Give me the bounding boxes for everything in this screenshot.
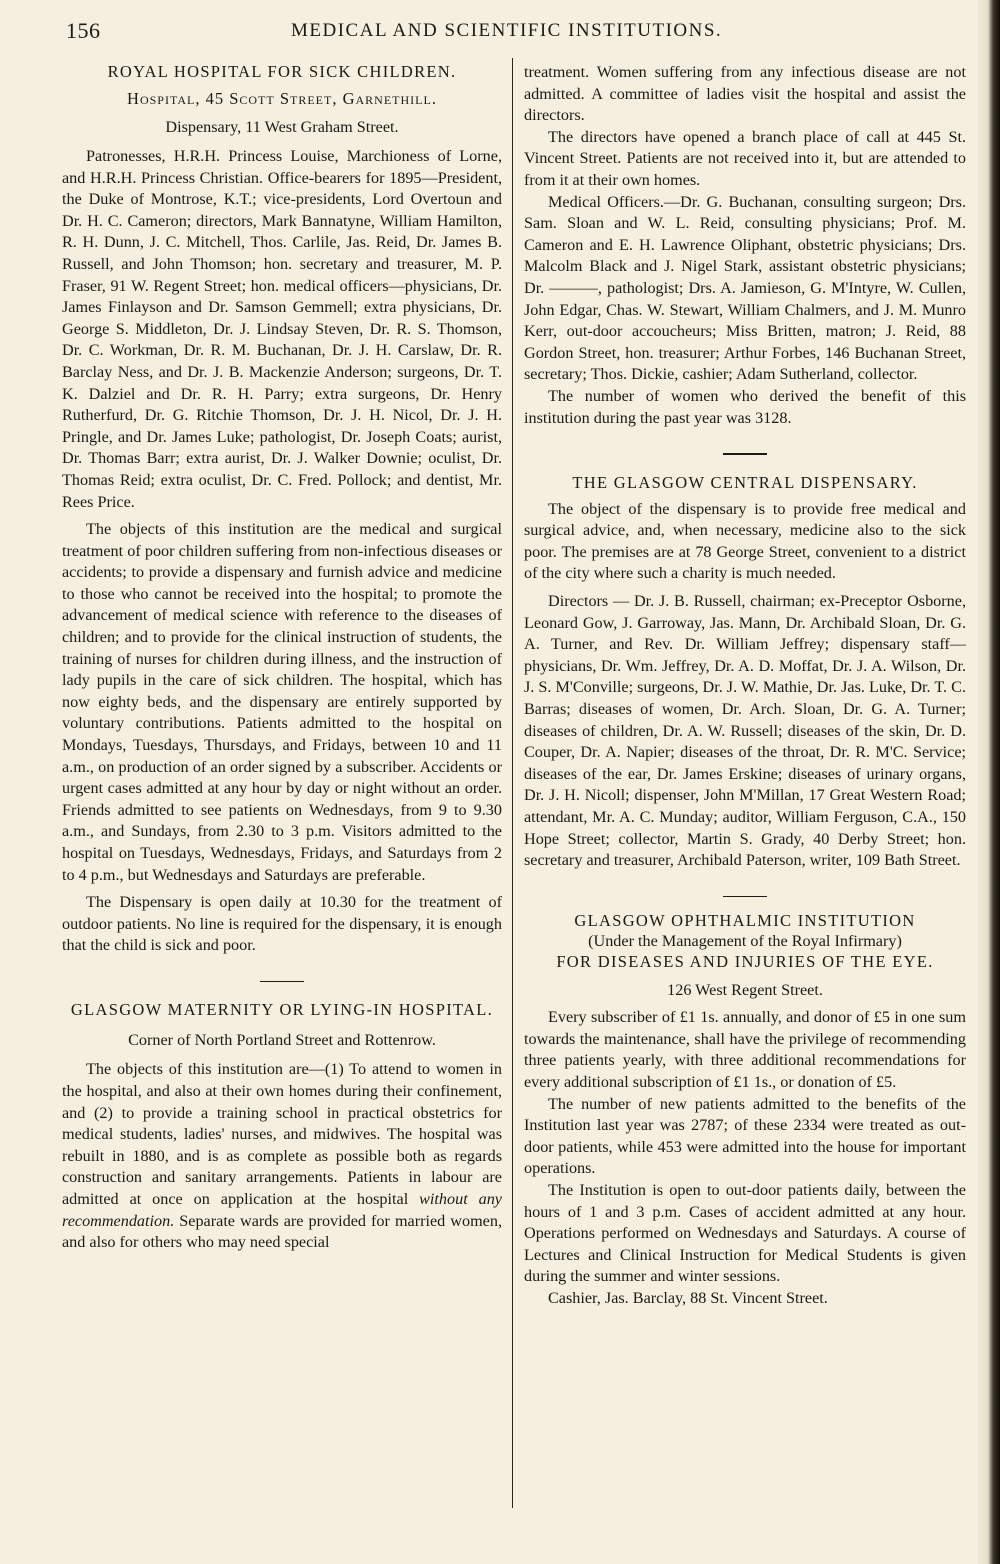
- paragraph: The object of the dispensary is to provide free medical and surgical advice, and, when necessary, medicine also to the sick poor. The premises are at 78 George Street, convenient to a district of the city where such a charity is much needed.: [524, 499, 966, 583]
- paragraph: treatment. Women suffering from any infectious disease are not admitted. A committee of ladies visit the hospital and assist the directors.: [524, 63, 966, 125]
- paragraph: Cashier, Jas. Barclay, 88 St. Vincent Street.: [548, 1288, 828, 1307]
- paragraph: Every subscriber of £1 1s. annually, and donor of £5 in one sum towards the maintenance, shall have the privilege of recommending three patients yearly, with three additional recommendations for every additional subscription of £1 1s., or donation of £5.: [524, 1008, 966, 1091]
- page-header: [66, 18, 971, 48]
- column-divider: [512, 58, 513, 1508]
- section-title: GLASGOW MATERNITY OR LYING-IN HOSPITAL.: [70, 1000, 494, 1020]
- paragraph: Medical Officers.—Dr. G. Buchanan, consulting surgeon; Drs. Sam. Sloan and W. L. Reid, consulting physicians; Prof. M. Cameron and E. H. Lawrence Oliphant, obstetric physicians; Drs. Malcolm Black and J. Nigel Stark, assistant obstetric physicians; Dr. ———, pathologist; Drs. A. Jamieson, G. M'Intyre, W. Cullen, John Edgar, Chas. W. Stewart, William Chalmers, and J. M. Munro Kerr, out-door accoucheurs; Miss Britten, matron; J. Reid, 88 Gordon Street, hon. treasurer; Arthur Forbes, 146 Buchanan Street, secretary; Thos. Dickie, cashier; Adam Sutherland, collector.: [524, 192, 966, 384]
- running-title: MEDICAL AND SCIENTIFIC INSTITUTIONS.: [291, 20, 723, 41]
- paragraph: The Institution is open to out-door patients daily, between the hours of 1 and 3 p.m. Cases of accident admitted at any hour. Operations performed on Wednesdays and Saturdays. A course of Lectures and Clinical Instruction for Medical Students is given during the summer and winter sessions.: [524, 1180, 966, 1286]
- section-dispensary-address: Dispensary, 11 West Graham Street.: [165, 118, 399, 136]
- section-royal-hospital-sick-children: [62, 62, 502, 957]
- right-column: [524, 62, 966, 1310]
- page-number: 156: [66, 18, 101, 43]
- paragraph: [62, 1059, 502, 1253]
- section-title-continued: FOR DISEASES AND INJURIES OF THE EYE.: [556, 952, 934, 972]
- paragraph: The directors have opened a branch place of call at 445 St. Vincent Street. Patients are not received into it, but are attended to from it at their own homes.: [524, 127, 966, 189]
- section-maternity-hospital: [62, 1000, 502, 1253]
- left-column: [62, 62, 502, 1254]
- section-maternity-continued: [524, 62, 966, 429]
- section-ophthalmic-institution: [524, 911, 966, 1309]
- section-address: Hospital, 45 Scott Street, Garnethill.: [127, 89, 437, 108]
- text-run: Separate wards are provided for married women, and also for others who may need special: [62, 1211, 502, 1252]
- section-title: GLASGOW OPHTHALMIC INSTITUTION: [574, 911, 916, 931]
- paragraph: The objects of this institution are the medical and surgical treatment of poor children suffering from non-infectious diseases or accidents; to provide a dispensary and furnish advice and medicine to those who cannot be received into the hospital; to promote the advancement of medical science with reference to the diseases of children; and to provide for the clinical instruction of students, the training of nurses for children during illness, and the instruction of lady pupils in the care of sick children. The hospital, which has now eighty beds, and the dispensary are entirely supported by voluntary contributions. Patients admitted to the hospital on Mondays, Tuesdays, Thursdays, and Fridays, between 10 and 11 a.m., on production of an order signed by a subscriber. Accidents or urgent cases admitted at any hour by day or night without an order. Friends admitted to see patients on Wednesdays, from 9 to 9.30 a.m., and Sundays, from 2.30 to 3 p.m. Visitors admitted to the hospital on Tuesdays, Wednesdays, Fridays, and Saturdays from 2 to 4 p.m., but Wednesdays and Saturdays are preferable.: [62, 520, 502, 884]
- paragraph: The Dispensary is open daily at 10.30 for the treatment of outdoor patients. No line is required for the dispensary, it is enough that the child is sick and poor.: [62, 893, 502, 955]
- paragraph: The number of women who derived the benefit of this institution during the past year was 3128.: [524, 386, 966, 427]
- text-run: The objects of this institution are—(1) To attend to women in the hospital, and also at their own homes during their confinement, and (2) to provide a training school in practical obstetrics for medical students, ladies' nurses, and midwives. The hospital was rebuilt in 1880, and is as complete as possible both as regards construction and sanitary arrangements. Patients in labour are admitted at once on application at the hospital: [62, 1060, 502, 1209]
- section-subtitle: (Under the Management of the Royal Infirmary): [588, 932, 902, 951]
- paragraph: Patronesses, H.R.H. Princess Louise, Marchioness of Lorne, and H.R.H. Princess Christian. Office-bearers for 1895—President, the Duke of Montrose, K.T.; vice-presidents, Lord Overtoun and Dr. H. C. Cameron; directors, Mark Bannatyne, William Hamilton, R. H. Dunn, J. C. Mitchell, Thos. Carlile, Jas. Reid, Dr. James B. Russell, and John Thomson; hon. secretary and treasurer, M. P. Fraser, 91 W. Regent Street; hon. medical officers—physicians, Dr. James Finlayson and Dr. Samson Gemmell; extra physicians, Dr. George S. Middleton, Dr. J. Lindsay Steven, Dr. R. S. Thomson, Dr. C. Workman, Dr. R. M. Buchanan, Dr. J. H. Carslaw, Dr. R. Barclay Ness, and Dr. J. B. Mackenzie Anderson; surgeons, Dr. T. K. Dalziel and Dr. R. H. Parry; extra surgeons, Dr. Henry Rutherfurd, Dr. G. Ritchie Thomson, Dr. J. H. Nicol, Dr. J. H. Pringle, and Dr. James Luke; pathologist, Dr. Joseph Coats; aurist, Dr. Thomas Barr; extra aurist, Dr. J. Walker Downie; oculist, Dr. Thomas Reid; extra oculist, Dr. C. Fred. Pollock; and dentist, Mr. Rees Price.: [62, 147, 502, 511]
- italic-text-run: without any recommendation.: [62, 1190, 502, 1230]
- section-title: THE GLASGOW CENTRAL DISPENSARY.: [572, 472, 918, 492]
- paragraph: Directors — Dr. J. B. Russell, chairman; ex-Preceptor Osborne, Leonard Gow, J. Garroway, Jas. Mann, Dr. Archibald Sloan, Dr. G. A. Turner, and Rev. Dr. William Jeffrey; dispensary staff—physicians, Dr. Wm. Jeffrey, Dr. A. D. Moffat, Dr. J. A. Wilson, Dr. J. S. M'Conville; surgeons, Dr. J. W. Mathie, Dr. Jas. Luke, Dr. T. C. Barras; diseases of women, Dr. Arch. Sloan, Dr. G. A. Turner; diseases of children, Dr. A. W. Russell; diseases of the skin, Dr. D. Couper, Dr. A. Napier; diseases of the throat, Dr. R. M'C. Service; diseases of the ear, Dr. James Erskine; diseases of urinary organs, Dr. J. H. Nicoll; dispenser, John M'Millan, 17 Great Western Road; attendant, Mr. A. C. Munday; auditor, William Ferguson, C.A., 150 Hope Street; collector, Martin S. Grady, 40 Derby Street; hon. secretary and treasurer, Archibald Paterson, writer, 109 Bath Street.: [524, 591, 966, 870]
- section-address: 126 West Regent Street.: [667, 981, 823, 1000]
- section-central-dispensary: [524, 473, 966, 872]
- section-address: Corner of North Portland Street and Rottenrow.: [128, 1031, 436, 1050]
- page-gutter-edge: [978, 0, 1000, 1564]
- paragraph: The number of new patients admitted to the benefits of the Institution last year was 2787; of these 2334 were treated as out-door patients, while 453 were admitted into the house for important operations.: [524, 1094, 966, 1178]
- section-title: ROYAL HOSPITAL FOR SICK CHILDREN.: [107, 62, 457, 81]
